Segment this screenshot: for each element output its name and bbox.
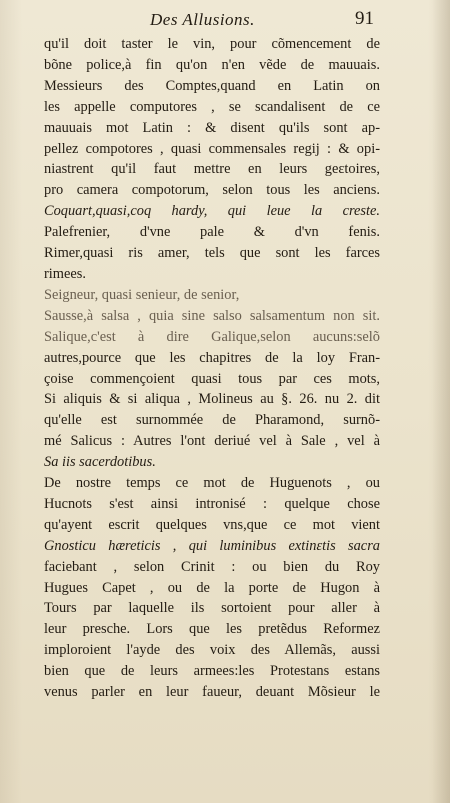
text-line: Sausse,à salsa , quia sine salso salsamentum non sit. bbox=[44, 307, 380, 324]
page-number: 91 bbox=[355, 8, 374, 29]
text-line: pellez compotores , quasi commensales regij : & opi- bbox=[44, 140, 380, 157]
text-line: bien que de leurs armees:les Protestans estans bbox=[44, 663, 380, 680]
text-line: les appelle computores , se scandalisent de ce bbox=[44, 98, 380, 115]
text-line: qu'il doit taster le vin, pour cõmencement de bbox=[44, 36, 380, 52]
text-line: Gnosticu hæreticis , qui luminibus extinɛtis sacra bbox=[44, 537, 380, 554]
page-header bbox=[0, 8, 450, 34]
text-line: pro camera compotorum, selon tous les anciens. bbox=[44, 182, 380, 199]
text-line: mauuais mot Latin : & disent qu'ils sont ap- bbox=[44, 119, 380, 136]
text-line: qu'ayent escrit quelques vns,que ce mot vient bbox=[44, 516, 380, 533]
text-line: bõne police,à fin qu'on n'en vẽde de mauuais. bbox=[44, 56, 380, 73]
text-line: Messieurs des Comptes,quand en Latin on bbox=[44, 77, 380, 94]
text-line: Seigneur, quasi senieur, de senior, bbox=[44, 286, 240, 303]
text-line: Salique,c'est à dire Galique,selon aucuns:selõ bbox=[44, 328, 380, 345]
text-line: venus parler en leur faueur, deuant Mõsieur le bbox=[44, 684, 380, 701]
text-line: autres,pource que les chapitres de la loy Fran- bbox=[44, 349, 380, 366]
text-line: Rimer,quasi ris amer, tels que sont les farces bbox=[44, 245, 380, 262]
text-line: niastrent qu'il faut mettre en leurs geɛtoires, bbox=[44, 161, 380, 178]
text-line: rimees. bbox=[44, 265, 86, 282]
text-line: çoise commençoient quasi tous par ces mots, bbox=[44, 370, 380, 387]
text-line: Tours par laquelle ils sortoient pour aller à bbox=[44, 600, 380, 617]
body-text bbox=[44, 34, 380, 703]
text-line: faciebant , selon Crinit : ou bien du Roy bbox=[44, 558, 380, 575]
running-title: Des Allusions. bbox=[150, 10, 255, 29]
text-line: De nostre temps ce mot de Huguenots , ou bbox=[44, 475, 380, 492]
text-line: Hucnots s'est ainsi intronisé : quelque chose bbox=[44, 495, 380, 512]
page-edge-shadow bbox=[432, 0, 450, 803]
text-line: leur presche. Lors que les pretẽdus Reformez bbox=[44, 621, 380, 638]
text-line: Si aliquis & si aliqua , Molineus au §. 26. nu 2. dit bbox=[44, 391, 380, 408]
text-line: Coquart,quasi,coq hardy, qui leue la creste. bbox=[44, 203, 380, 220]
text-line: Sa iis sacerdotibus. bbox=[44, 454, 156, 471]
text-line: Hugues Capet , ou de la porte de Hugon à bbox=[44, 579, 380, 596]
text-line: qu'elle est surnommée de Pharamond, surnõ- bbox=[44, 412, 380, 429]
text-line: Palefrenier, d'vne pale & d'vn fenis. bbox=[44, 224, 380, 241]
text-line: mé Salicus : Autres l'ont deriué vel à Sale , vel à bbox=[44, 433, 380, 450]
text-line: imploroient l'ayde des voix des Allemãs, aussi bbox=[44, 642, 380, 659]
